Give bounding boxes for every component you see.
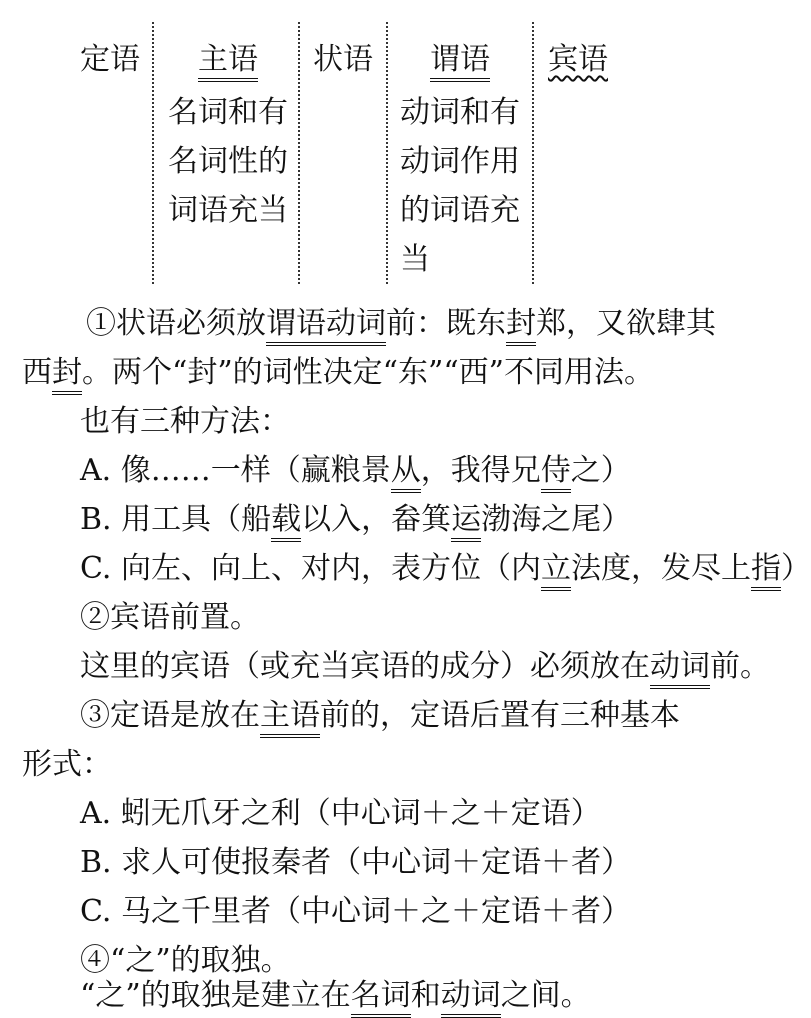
column-divider [152,22,154,284]
column-divider [386,22,388,284]
header-dingyu: 定语 [80,42,140,77]
header-binyu: 宾语 [548,42,608,77]
rule-object-fronting: ②宾语前置。 [80,600,260,635]
rule-adverbial: ①状语必须放谓语动词前：既东封郑，又欲肆其 [86,298,716,342]
rule-attributive-cont: 形式： [22,747,112,782]
attributive-form-a: A. 蚓无爪牙之利（中心词＋之＋定语） [80,796,601,831]
header-weiyu: 谓语 [430,34,490,78]
object-fronting-detail: 这里的宾语（或充当宾语的成分）必须放在动词前。 [80,641,770,685]
method-b: B. 用工具（船载以入，畚箕运渤海之尾） [80,494,631,538]
attributive-form-c: C. 马之千里者（中心词＋之＋定语＋者） [80,894,631,929]
method-c: C. 向左、向上、对内，表方位（内立法度，发尽上指） [80,543,811,587]
header-zhuyu: 主语 [198,34,258,78]
zhi-detail: “之”的取独是建立在名词和动词之间。 [80,970,591,1014]
rule-zhi: ④“之”的取独。 [80,943,291,978]
column-divider [298,22,300,284]
rule-adverbial-cont: 西封。两个“封”的词性决定“东”“西”不同用法。 [22,347,654,391]
weiyu-description: 动词和有 动词作用 的词语充 当 [400,95,520,277]
methods-intro: 也有三种方法： [80,404,290,439]
zhuyu-description: 名词和有 名词性的 词语充当 [168,95,288,228]
header-zhuangyu: 状语 [313,42,373,77]
attributive-form-b: B. 求人可使报秦者（中心词＋定语＋者） [80,845,632,880]
method-a: A. 像……一样（赢粮景从，我得兄侍之） [80,445,631,489]
column-divider [532,22,534,284]
rule-attributive: ③定语是放在主语前的，定语后置有三种基本 [80,690,680,734]
